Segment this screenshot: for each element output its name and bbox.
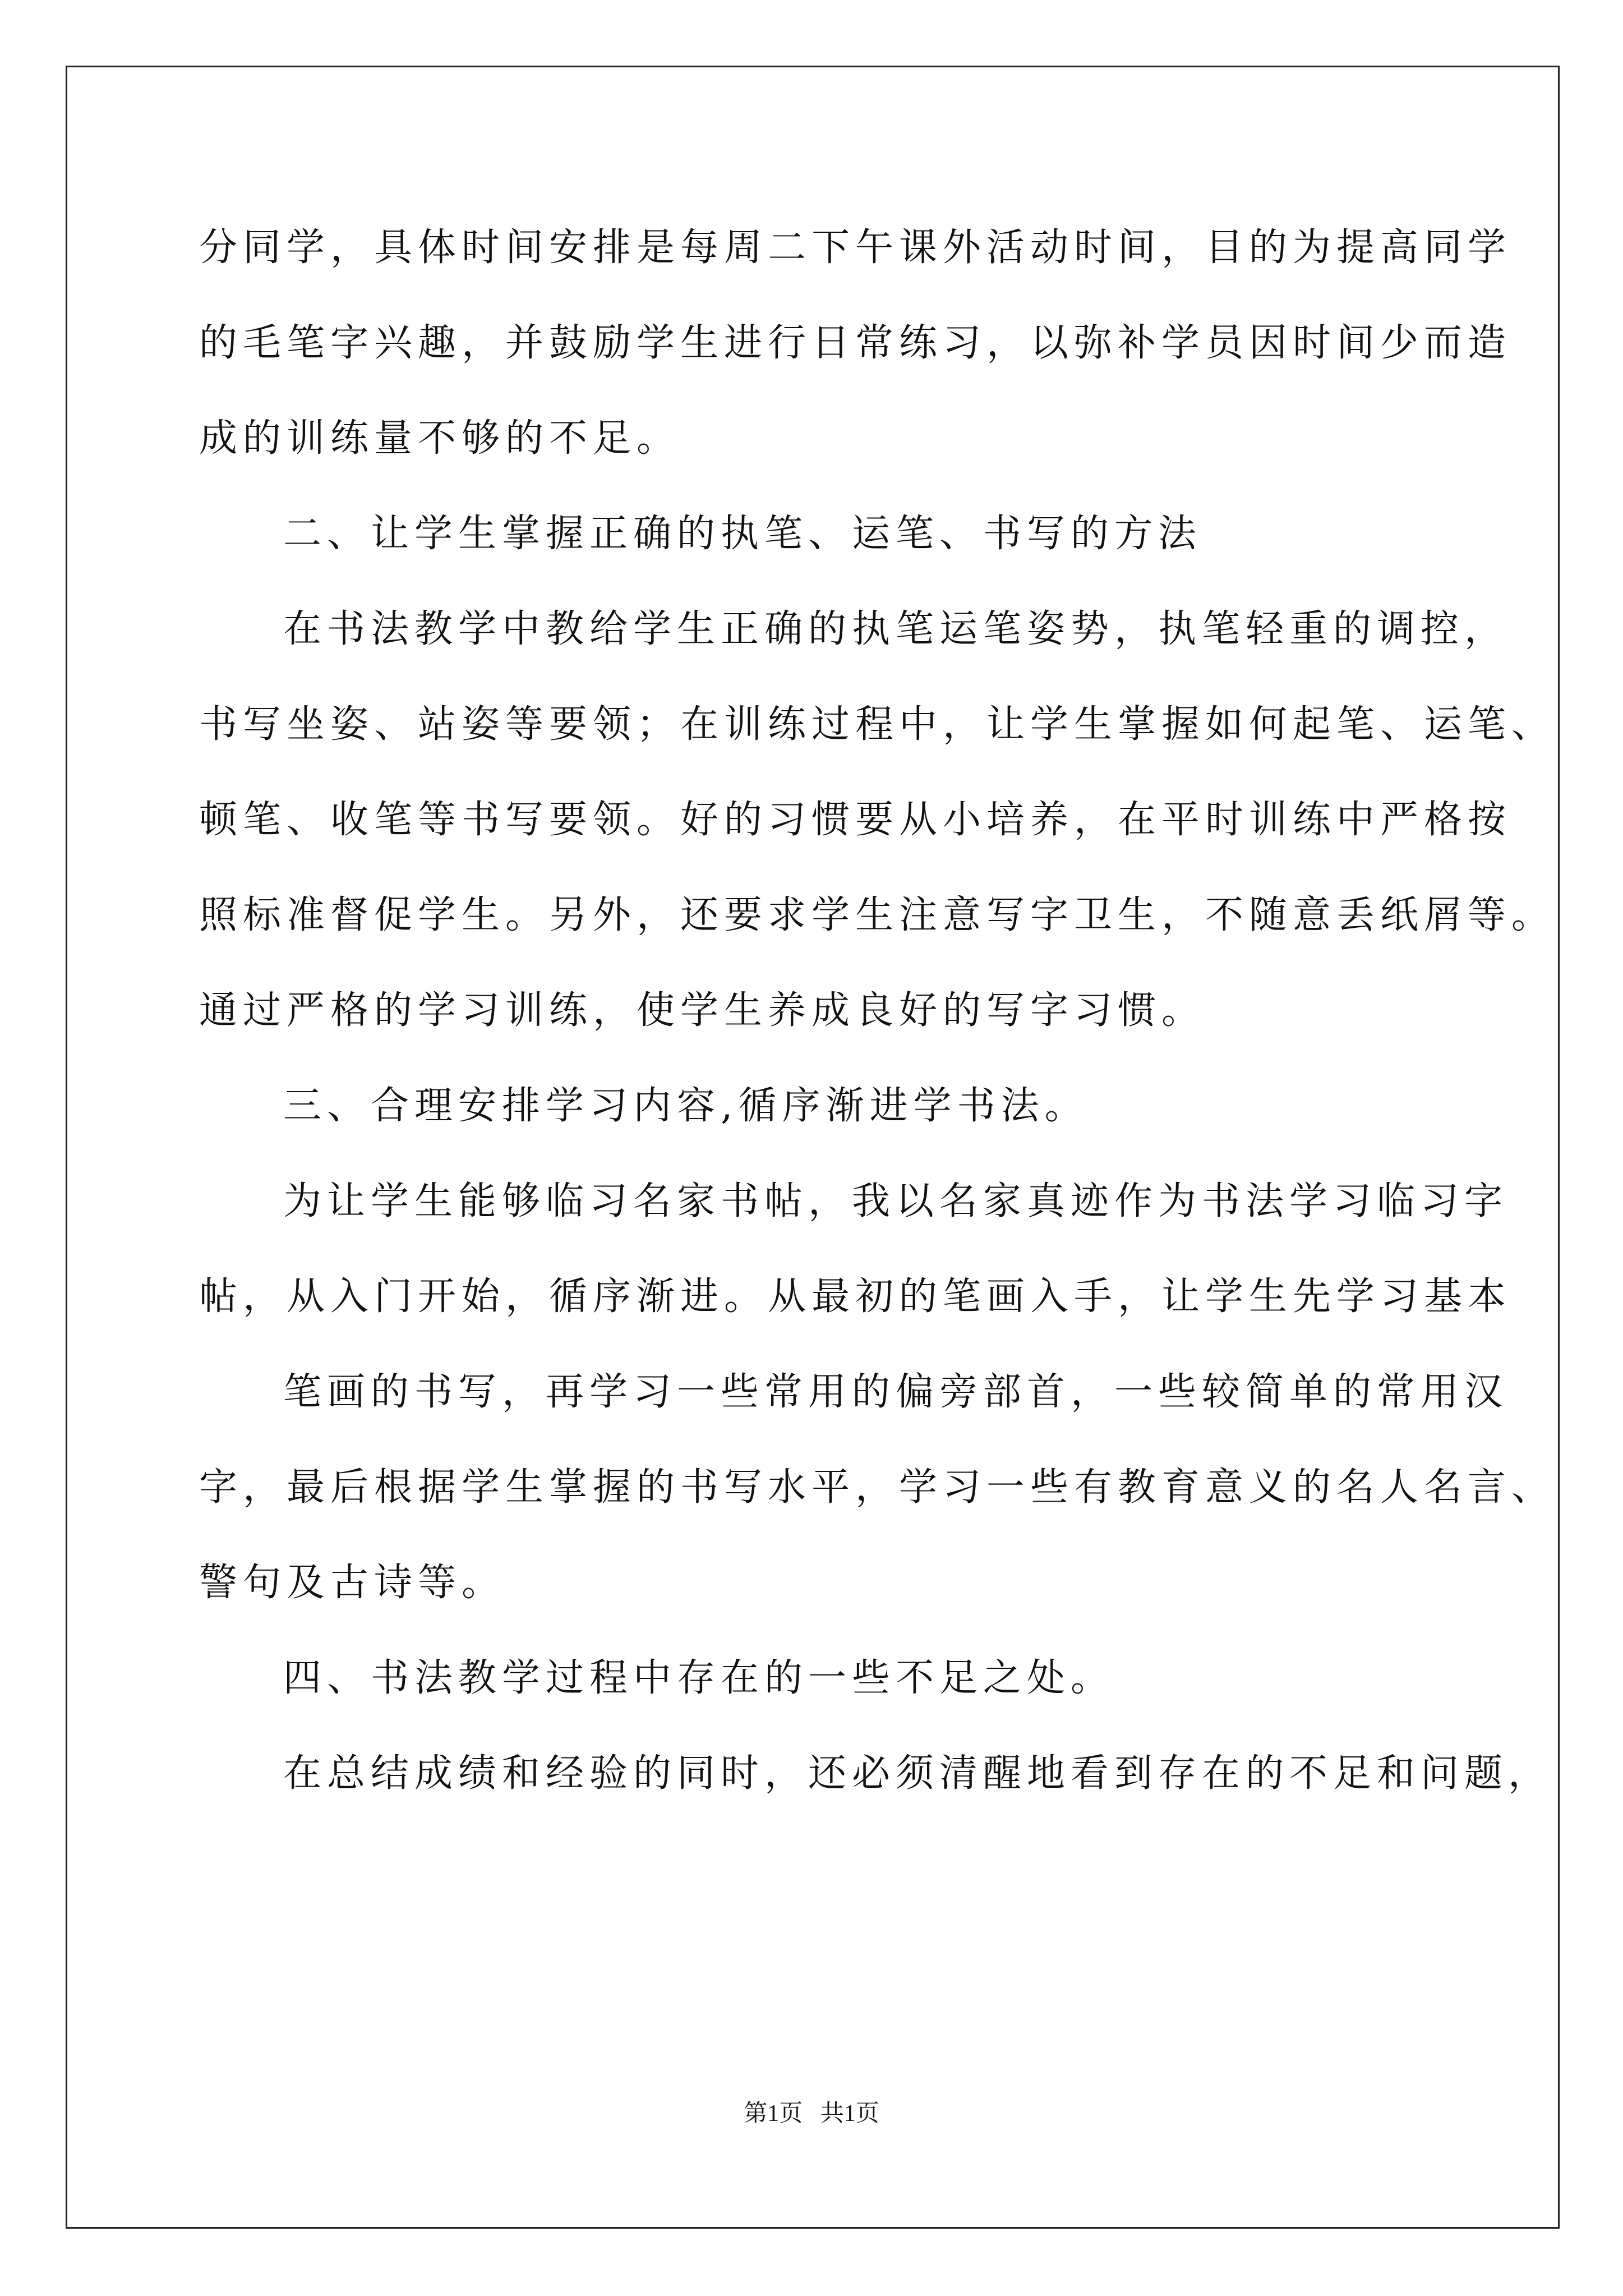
text-line: 成的训练量不够的不足。 [199,416,681,461]
section-heading: 二、让学生掌握正确的执笔、运笔、书写的方法 [283,512,1202,556]
text-line: 在总结成绩和经验的同时，还必须清醒地看到存在的不足和问题， [283,1751,1552,1796]
text-line: 在书法教学中教给学生正确的执笔运笔姿势，执笔轻重的调控， [283,607,1509,651]
text-line: 帖，从入门开始，循序渐进。从最初的笔画入手，让学生先学习基本 [199,1274,1512,1319]
text-line: 顿笔、收笔等书写要领。好的习惯要从小培养，在平时训练中严格按 [199,798,1512,842]
text-line: 分同学，具体时间安排是每周二下午课外活动时间，目的为提高同学 [199,226,1512,270]
section-heading: 四、书法教学过程中存在的一些不足之处。 [283,1656,1115,1700]
page-footer: 第1页 共1页 [744,2101,879,2127]
text-line: 照标准督促学生。另外，还要求学生注意写字卫生，不随意丢纸屑等。 [199,893,1556,937]
text-line: 笔画的书写，再学习一些常用的偏旁部首，一些较简单的常用汉 [283,1370,1509,1414]
text-line: 为让学生能够临习名家书帖，我以名家真迹作为书法学习临习字 [283,1179,1509,1223]
text-line: 警句及古诗等。 [199,1561,506,1605]
text-line: 书写坐姿、站姿等要领；在训练过程中，让学生掌握如何起笔、运笔、 [199,702,1556,747]
text-line: 字，最后根据学生掌握的书写水平，学习一些有教育意义的名人名言、 [199,1465,1556,1510]
page-border [66,66,1560,2229]
text-line: 的毛笔字兴趣，并鼓励学生进行日常练习，以弥补学员因时间少而造 [199,321,1512,365]
section-heading: 三、合理安排学习内容,循序渐进学书法。 [283,1084,1089,1128]
text-line: 通过严格的学习训练，使学生养成良好的写字习惯。 [199,988,1206,1033]
